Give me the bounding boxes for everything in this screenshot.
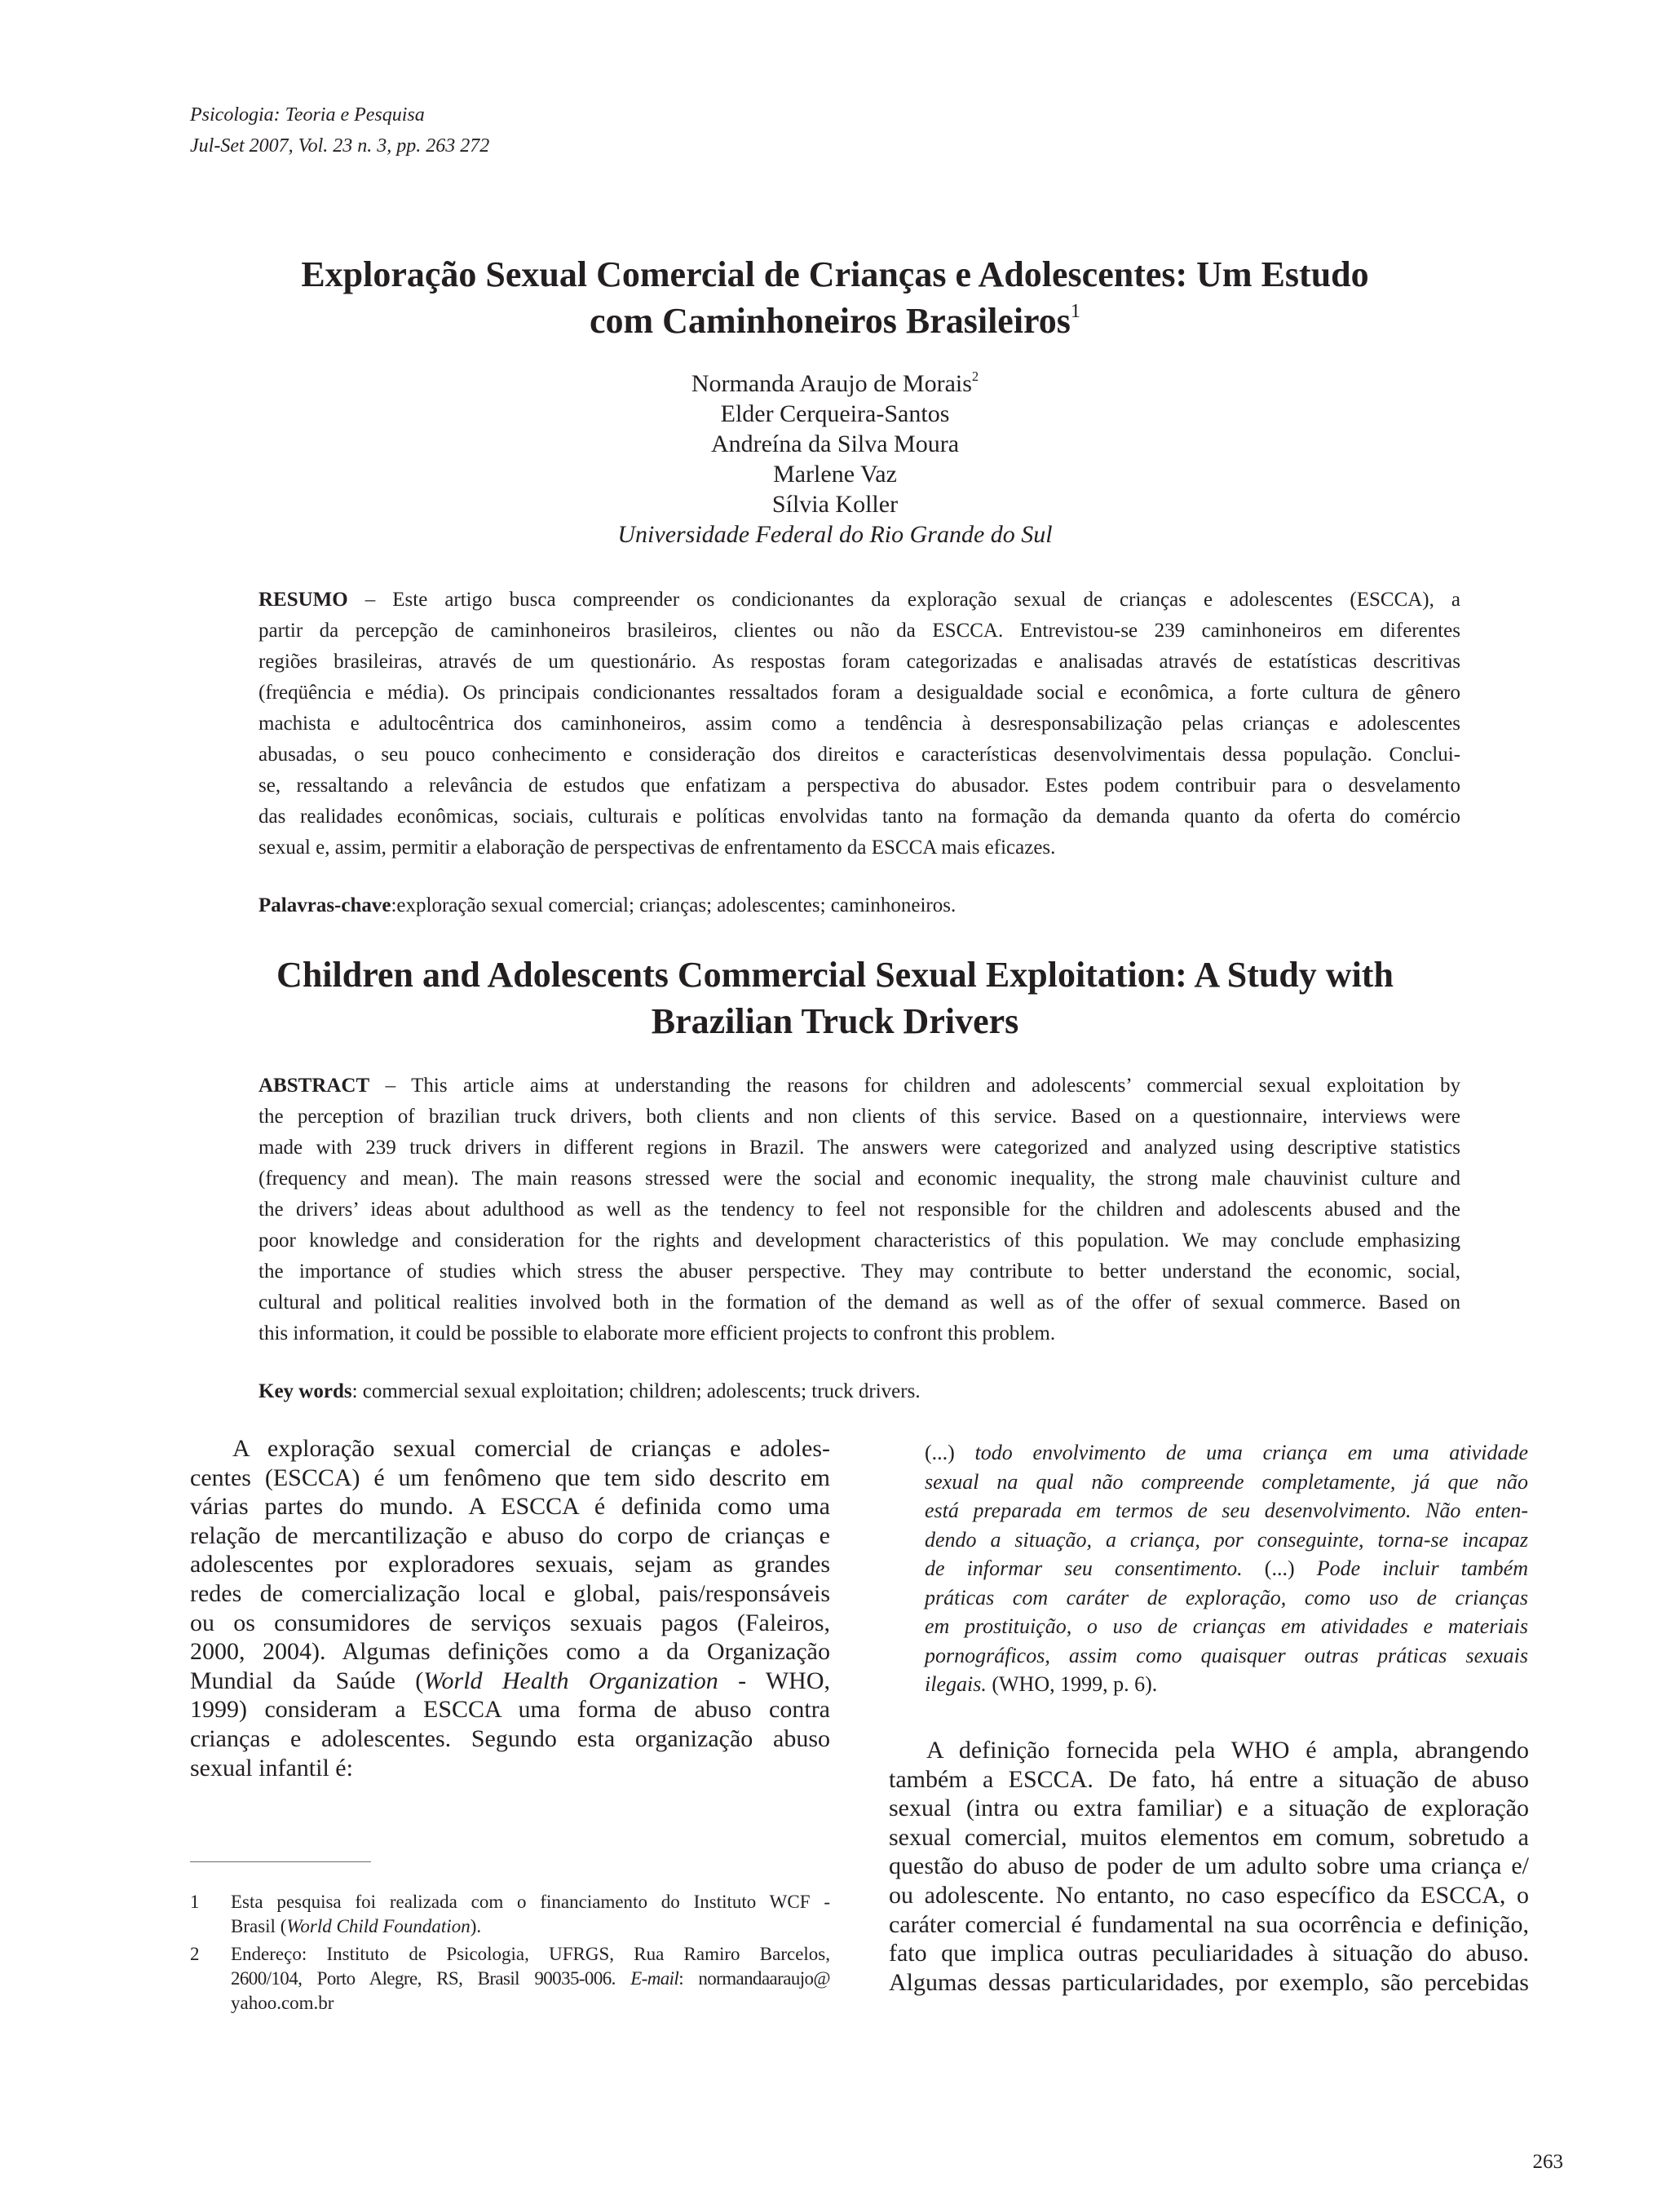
abstract-line: the importance of studies which stress the abuser perspective. They may contribute to better understand the economic, social, (258, 1261, 1460, 1283)
body-line: ou os consumidores de serviços sexuais pagos (Faleiros, (190, 1609, 830, 1636)
author-list (245, 369, 1425, 550)
abstract-line: made with 239 truck drivers in different regions in Brazil. The answers were categorized and analyzed using descriptive statistics (258, 1137, 1460, 1159)
body-line: várias partes do mundo. A ESCCA é definida como uma (190, 1493, 830, 1521)
abstract-line: the perception of brazilian truck drivers, both clients and non clients of this service. Based on a questionnaire, interviews were (258, 1106, 1460, 1128)
body-line: sexual comercial, muitos elementos em comum, sobretudo a (889, 1823, 1529, 1851)
footnote-line: yahoo.com.br (231, 1993, 334, 2013)
body-line: 1999) consideram a ESCCA uma forma de abuso contra (190, 1696, 830, 1724)
resumo-label: RESUMO (258, 589, 348, 611)
title-portuguese (245, 251, 1425, 344)
author-3: Andreína da Silva Moura (710, 430, 960, 457)
title-pt-line1: Exploração Sexual Comercial de Crianças e Adolescentes: Um Estudo (301, 254, 1369, 294)
footnote-number: 1 (190, 1892, 200, 1912)
keywords-pt-label: Palavras-chave (258, 894, 391, 916)
body-italic: World Health Organization (423, 1667, 718, 1694)
quote-text: ilegais. (925, 1672, 987, 1696)
body-line: redes de comercialização local e global, pais/responsáveis (190, 1579, 830, 1607)
body-line (190, 1667, 830, 1696)
journal-header (190, 99, 489, 161)
footnote-line: Endereço: Instituto de Psicologia, UFRGS, Rua Ramiro Barcelos, (231, 1944, 830, 1964)
quote-line: em prostituição, o uso de crianças em atividades e materiais (925, 1614, 1528, 1638)
abstract-line: this information, it could be possible to elaborate more efficient projects to confront this problem. (258, 1322, 1056, 1344)
resumo-line: abusadas, o seu pouco conhecimento e consideração dos direitos e características desenvolvimentais dessa população. Conclui- (258, 744, 1460, 766)
author-4: Marlene Vaz (773, 461, 897, 488)
resumo-line: se, ressaltando a relevância de estudos que enfatizam a perspectiva do abusador. Estes podem contribuir para o desvelamento (258, 775, 1460, 797)
resumo-line: (freqüência e média). Os principais condicionantes ressaltados foram a desigualdade social e econômica, a forte cultura de gênero (258, 682, 1460, 704)
resumo-line: – Este artigo busca compreender os condicionantes da exploração sexual de crianças e adolescentes (ESCCA), a (347, 589, 1460, 611)
quote-line: práticas com caráter de exploração, como uso de crianças (925, 1585, 1528, 1609)
title-pt-line2: com Caminhoneiros Brasileiros (589, 301, 1071, 341)
quote-line: dendo a situação, a criança, por conseguinte, torna-se incapaz (925, 1527, 1528, 1552)
body-line: caráter comercial é fundamental na sua ocorrência e definição, (889, 1910, 1529, 1938)
block-quote (925, 1438, 1528, 1699)
keywords-english (258, 1376, 921, 1407)
footnote-line: Esta pesquisa foi realizada com o financiamento do Instituto WCF - (231, 1892, 830, 1912)
resumo-block (258, 585, 1460, 863)
title-en-line2: Brazilian Truck Drivers (651, 1001, 1019, 1041)
footnote-text: ). (470, 1916, 482, 1936)
keywords-en-label: Key words (258, 1380, 352, 1402)
body-line: A exploração sexual comercial de crianças e adoles- (232, 1435, 830, 1462)
journal-issue: Jul-Set 2007, Vol. 23 n. 3, pp. 263 272 (190, 135, 490, 157)
abstract-line: cultural and political realities involved both in the formation of the demand as well as of the offer of sexual commerce. Based on (258, 1291, 1460, 1314)
abstract-line: – This article aims at understanding the reasons for children and adolescents’ commercial sexual exploitation by (369, 1075, 1460, 1097)
footnote-text: Brasil ( (231, 1916, 287, 1936)
author-1: Normanda Araujo de Morais (691, 370, 972, 397)
body-line: 2000, 2004). Algumas definições como a da Organização (190, 1638, 830, 1666)
resumo-line: das realidades econômicas, sociais, culturais e políticas envolvidas tanto na formação da demanda quanto da oferta do comércio (258, 806, 1460, 828)
body-line: crianças e adolescentes. Segundo esta organização abuso (190, 1724, 830, 1752)
title-footnote-mark: 1 (1070, 299, 1080, 322)
affiliation: Universidade Federal do Rio Grande do Sul (617, 521, 1053, 548)
journal-name: Psicologia: Teoria e Pesquisa (190, 104, 425, 126)
resumo-line: partir da percepção de caminhoneiros brasileiros, clientes ou não da ESCCA. Entrevistou-se 239 caminhoneiros em diferentes (258, 620, 1460, 642)
quote-text: Pode incluir também (1294, 1556, 1528, 1580)
body-line: adolescentes por exploradores sexuais, sejam as grandes (190, 1551, 830, 1578)
footnotes (190, 1890, 830, 2016)
body-line: A definição fornecida pela WHO é ampla, abrangendo (926, 1737, 1529, 1764)
abstract-line: the drivers’ ideas about adulthood as well as the tendency to feel not responsible for the children and adolescents abused and the (258, 1199, 1460, 1221)
quote-text: de informar seu consentimento. (925, 1556, 1265, 1580)
quote-line: pornográficos, assim como quaisquer outras práticas sexuais (925, 1643, 1528, 1667)
footnote-number: 2 (190, 1944, 200, 1964)
quote-line: está preparada em termos de seu desenvolvimento. Não enten- (925, 1499, 1528, 1522)
keywords-en-text: : commercial sexual exploitation; children; adolescents; truck drivers. (351, 1380, 921, 1402)
body-line: ou adolescente. No entanto, no caso específico da ESCCA, o (889, 1881, 1529, 1909)
body-right-column (889, 1736, 1529, 1997)
body-line: relação de mercantilização e abuso do corpo de crianças e (190, 1521, 830, 1549)
quote-line (925, 1554, 1528, 1583)
keywords-portuguese (258, 890, 956, 921)
body-line: também a ESCCA. De fato, há entre a situação de abuso (889, 1765, 1529, 1793)
abstract-line: poor knowledge and consideration for the rights and development characteristics of this population. We may conclude emphasizing (258, 1230, 1460, 1252)
footnote-1 (190, 1890, 830, 1939)
body-line: centes (ESCCA) é um fenômeno que tem sido descrito em (190, 1464, 830, 1491)
footnote-italic: World Child Foundation (286, 1916, 471, 1936)
quote-text: todo envolvimento de uma criança em uma atividade (954, 1441, 1528, 1464)
body-text: Mundial da Saúde ( (190, 1667, 424, 1694)
quote-ellipsis: (...) (1264, 1556, 1295, 1580)
quote-citation: (WHO, 1999, p. 6). (986, 1672, 1158, 1696)
footnote-text: 2600/104, Porto Alegre, RS, Brasil 90035-006. (231, 1968, 631, 1989)
quote-line (925, 1438, 1528, 1468)
quote-ellipsis: (...) (925, 1441, 955, 1464)
footnote-divider (190, 1861, 371, 1862)
page-number: 263 (1532, 2151, 1563, 2173)
body-text: - WHO, (718, 1667, 831, 1694)
author-2: Elder Cerqueira-Santos (720, 400, 950, 427)
quote-line (925, 1670, 1528, 1699)
body-line: sexual (intra ou extra familiar) e a situação de exploração (889, 1795, 1529, 1822)
body-line: Algumas dessas particularidades, por exemplo, são percebidas (889, 1968, 1529, 1996)
title-english (245, 951, 1425, 1044)
body-left-column (190, 1434, 830, 1782)
resumo-line: machista e adultocêntrica dos caminhoneiros, assim como a tendência à desresponsabilização pelas crianças e adolescentes (258, 713, 1460, 735)
abstract-line: (frequency and mean). The main reasons stressed were the social and economic inequality, the strong male chauvinist culture and (258, 1168, 1460, 1190)
footnote-line (231, 1914, 830, 1939)
footnote-2 (190, 1942, 830, 2016)
author-5: Sílvia Koller (771, 491, 899, 518)
keywords-pt-text: :exploração sexual comercial; crianças; adolescentes; caminhoneiros. (391, 894, 956, 916)
title-en-line1: Children and Adolescents Commercial Sexual Exploitation: A Study with (276, 955, 1394, 995)
author-footnote-mark: 2 (971, 368, 979, 384)
footnote-line (231, 1967, 830, 1991)
footnote-email: : normandaaraujo@ (678, 1968, 830, 1989)
quote-line: sexual na qual não compreende completamente, já que não (925, 1469, 1528, 1494)
abstract-label: ABSTRACT (258, 1075, 370, 1097)
body-line: sexual infantil é: (190, 1754, 353, 1782)
resumo-line: regiões brasileiras, através de um questionário. As respostas foram categorizadas e analisadas através de estatísticas descritivas (258, 651, 1460, 673)
abstract-block (258, 1071, 1460, 1349)
resumo-line: sexual e, assim, permitir a elaboração de perspectivas de enfrentamento da ESCCA mais eficazes. (258, 837, 1056, 859)
footnote-italic: E-mail (630, 1968, 679, 1989)
body-line: questão do abuso de poder de um adulto sobre uma criança e/ (889, 1852, 1529, 1880)
body-line: fato que implica outras peculiaridades à situação do abuso. (889, 1940, 1529, 1967)
